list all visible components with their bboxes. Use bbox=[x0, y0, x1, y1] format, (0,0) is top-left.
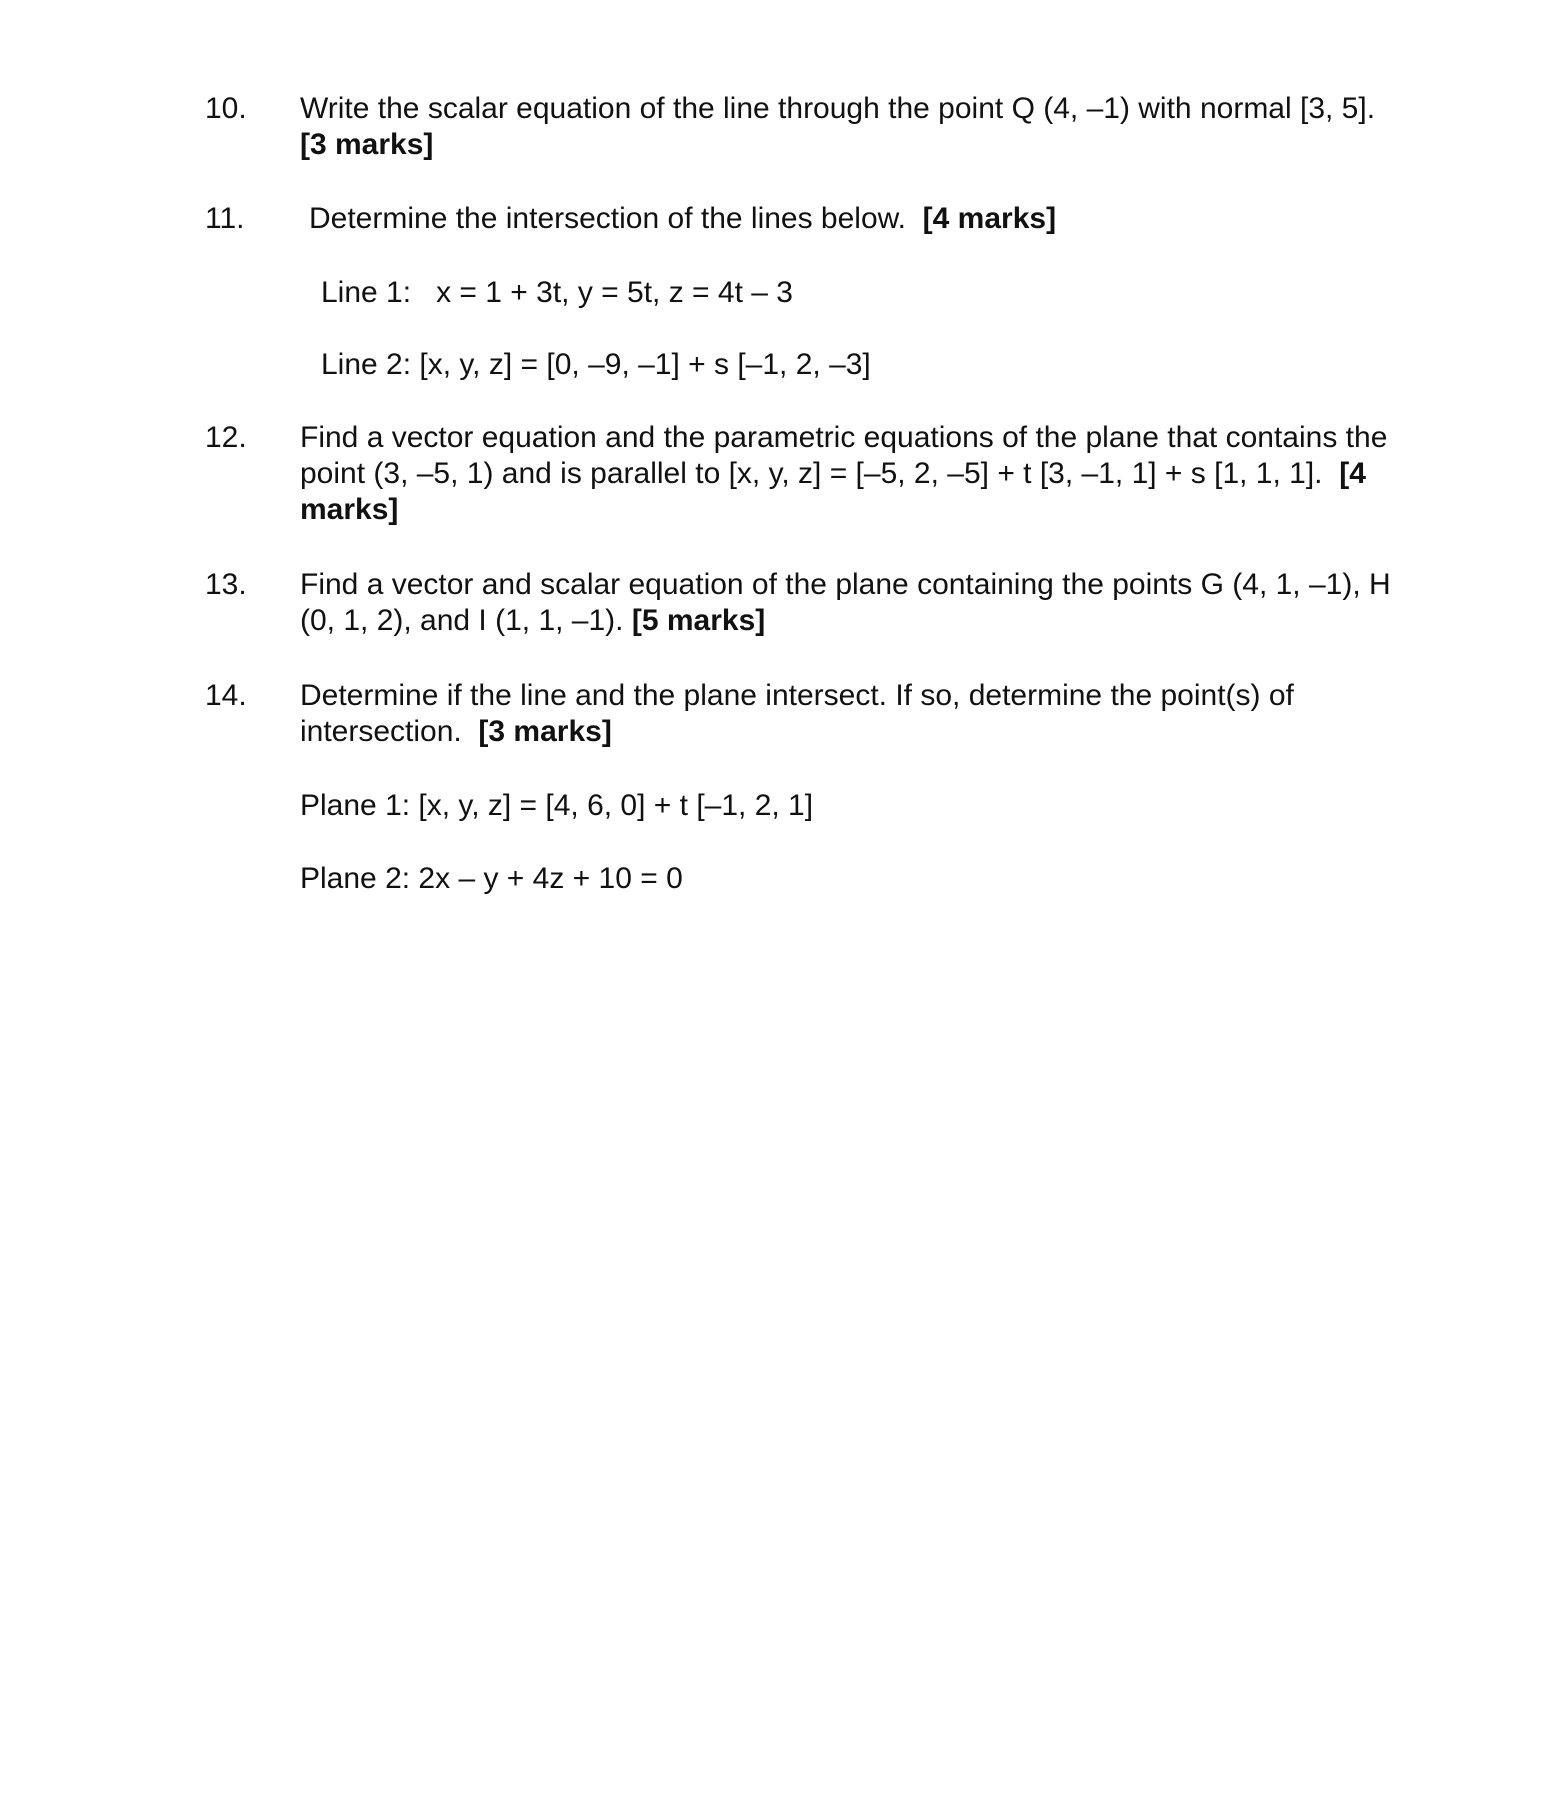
marks-label bbox=[300, 492, 398, 528]
question-text bbox=[300, 603, 765, 639]
question-number: 10. bbox=[205, 92, 247, 125]
line-1-equation: Line 1: x = 1 + 3t, y = 5t, z = 4t – 3 bbox=[321, 276, 793, 309]
question-number: 12. bbox=[205, 421, 247, 454]
question-text bbox=[300, 714, 612, 750]
question-text: Write the scalar equation of the line through the point Q (4, –1) with normal [3, 5]. bbox=[300, 92, 1376, 125]
question-text bbox=[300, 456, 1366, 492]
question-text-span: (0, 1, 2), and I (1, 1, –1). bbox=[300, 604, 632, 637]
question-text: Find a vector equation and the parametric equations of the plane that contains the bbox=[300, 421, 1388, 454]
marks-value: [5 marks] bbox=[631, 604, 766, 637]
marks-value: [3 marks] bbox=[478, 715, 612, 748]
plane-2-equation: Plane 2: 2x – y + 4z + 10 = 0 bbox=[300, 862, 683, 895]
question-text-span: point (3, –5, 1) and is parallel to [x, y, z] = [–5, 2, –5] + t [3, –1, 1] + s [1, 1, 1]. bbox=[300, 457, 1340, 490]
question-number: 13. bbox=[205, 568, 247, 601]
plane-1-equation: Plane 1: [x, y, z] = [4, 6, 0] + t [–1, 2, 1] bbox=[300, 789, 814, 822]
question-text: Find a vector and scalar equation of the plane containing the points G (4, 1, –1), H bbox=[300, 568, 1391, 601]
marks-value: [3 marks] bbox=[300, 128, 434, 161]
marks-value: [4 bbox=[1339, 457, 1366, 490]
marks-value: marks] bbox=[300, 493, 399, 526]
question-number: 11. bbox=[205, 202, 245, 235]
question-text: Determine if the line and the plane intersect. If so, determine the point(s) of bbox=[300, 679, 1294, 712]
question-number: 14. bbox=[205, 679, 247, 712]
question-text-span: intersection. bbox=[300, 715, 479, 748]
question-text-span: Determine the intersection of the lines below. bbox=[309, 202, 923, 235]
question-text bbox=[309, 201, 1056, 237]
marks-value: [4 marks] bbox=[922, 202, 1057, 235]
marks-label bbox=[300, 127, 433, 163]
line-2-equation: Line 2: [x, y, z] = [0, –9, –1] + s [–1, 2, –3] bbox=[321, 348, 871, 381]
